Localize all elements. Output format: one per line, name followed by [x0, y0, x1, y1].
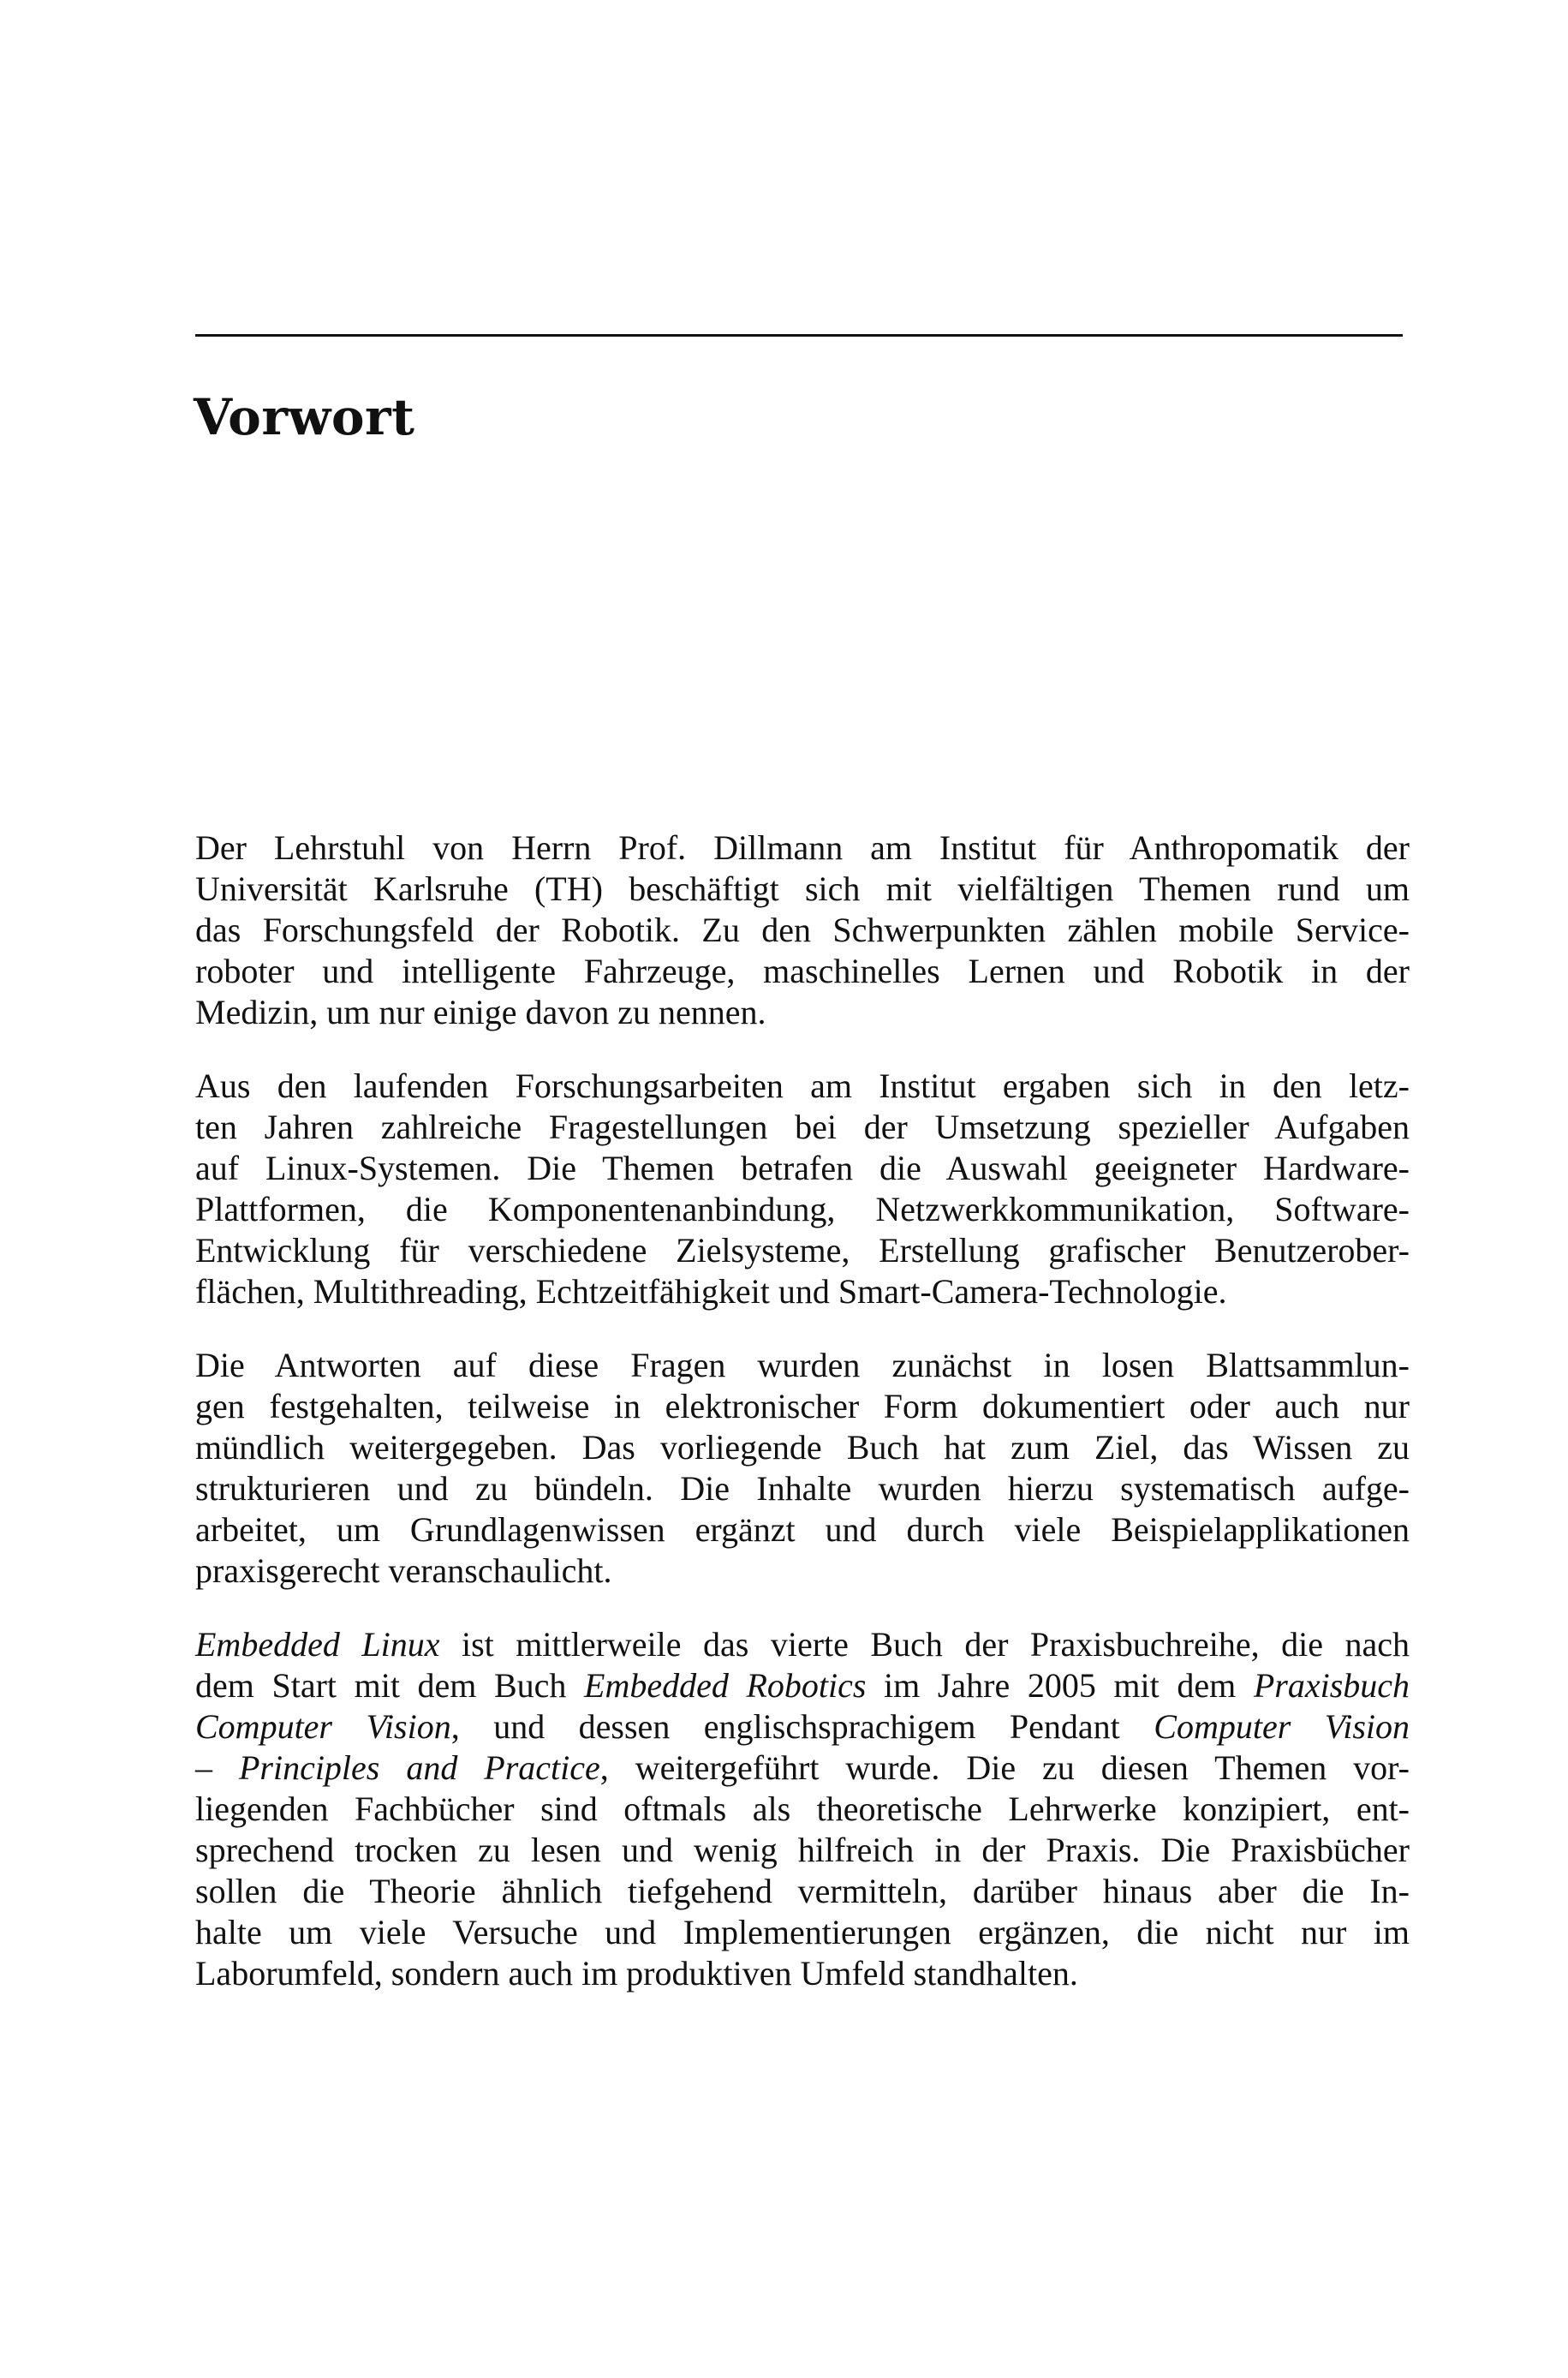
italic-book-title: Computer Vision — [195, 1707, 451, 1746]
italic-book-title: – Principles and Practice — [195, 1748, 600, 1787]
text-span: im Jahre 2005 mit dem — [866, 1666, 1254, 1705]
text-span: , und dessen englischsprachigem Pendant — [450, 1707, 1154, 1746]
text-line: ten Jahren zahlreiche Fragestellungen bei der Umsetzung spezieller Aufgaben — [195, 1108, 1410, 1146]
italic-book-title: Computer Vision — [1154, 1707, 1410, 1746]
text-line: Entwicklung für verschiedene Zielsysteme, Erstellung grafischer Benutzerober- — [195, 1231, 1410, 1270]
text-line — [195, 1624, 1410, 1665]
chapter-title: Vorwort — [194, 388, 415, 446]
text-line: Universität Karlsruhe (TH) beschäftigt sich mit vielfältigen Themen rund um — [195, 869, 1410, 908]
chapter-rule — [195, 334, 1403, 337]
paragraph-1 — [195, 828, 1410, 1033]
text-line: flächen, Multithreading, Echtzeitfähigkeit und Smart-Camera-Technologie. — [195, 1272, 1227, 1311]
text-line: liegenden Fachbücher sind oftmals als theoretische Lehrwerke konzipiert, ent- — [195, 1789, 1410, 1828]
paragraph-2 — [195, 1066, 1410, 1312]
italic-book-title: Praxisbuch — [1253, 1666, 1410, 1705]
text-line — [195, 1748, 1410, 1789]
italic-book-title: Embedded Robotics — [584, 1666, 867, 1705]
text-line: Medizin, um nur einige davon zu nennen. — [195, 993, 766, 1031]
text-line: praxisgerecht veranschaulicht. — [195, 1551, 612, 1590]
text-line: auf Linux-Systemen. Die Themen betrafen die Auswahl geeigneter Hardware- — [195, 1149, 1410, 1187]
body-text — [195, 828, 1410, 2027]
text-line: mündlich weitergegeben. Das vorliegende Buch hat zum Ziel, das Wissen zu — [195, 1428, 1410, 1467]
text-span: dem Start mit dem Buch — [195, 1666, 585, 1705]
text-span: , weitergeführt wurde. Die zu diesen Themen vor- — [599, 1748, 1410, 1787]
text-line: halte um viele Versuche und Implementierungen ergänzen, die nicht nur im — [195, 1913, 1410, 1951]
text-line: sollen die Theorie ähnlich tiefgehend vermitteln, darüber hinaus aber die In- — [195, 1872, 1410, 1910]
text-span: ist mittlerweile das vierte Buch der Praxisbuchreihe, die nach — [439, 1625, 1410, 1664]
text-line — [195, 1706, 1410, 1748]
text-line: Aus den laufenden Forschungsarbeiten am Institut ergaben sich in den letz- — [195, 1067, 1410, 1105]
paragraph-4 — [195, 1624, 1410, 1994]
text-line: roboter und intelligente Fahrzeuge, maschinelles Lernen und Robotik in der — [195, 952, 1410, 990]
text-line: gen festgehalten, teilweise in elektronischer Form dokumentiert oder auch nur — [195, 1387, 1410, 1425]
text-line: strukturieren und zu bündeln. Die Inhalte wurden hierzu systematisch aufge- — [195, 1469, 1410, 1508]
italic-book-title: Embedded Linux — [195, 1625, 440, 1664]
text-line: Der Lehrstuhl von Herrn Prof. Dillmann am Institut für Anthropomatik der — [195, 828, 1410, 867]
text-line: Plattformen, die Komponentenanbindung, Netzwerkkommunikation, Software- — [195, 1190, 1410, 1228]
text-line: Laborumfeld, sondern auch im produktiven Umfeld standhalten. — [195, 1954, 1078, 1993]
text-line — [195, 1665, 1410, 1706]
text-line: sprechend trocken zu lesen und wenig hilfreich in der Praxis. Die Praxisbücher — [195, 1831, 1410, 1869]
text-line: das Forschungsfeld der Robotik. Zu den Schwerpunkten zählen mobile Service- — [195, 911, 1410, 949]
paragraph-3 — [195, 1345, 1410, 1592]
text-line: Die Antworten auf diese Fragen wurden zunächst in losen Blattsammlun- — [195, 1346, 1410, 1384]
text-line: arbeitet, um Grundlagenwissen ergänzt und durch viele Beispielapplikationen — [195, 1510, 1410, 1549]
